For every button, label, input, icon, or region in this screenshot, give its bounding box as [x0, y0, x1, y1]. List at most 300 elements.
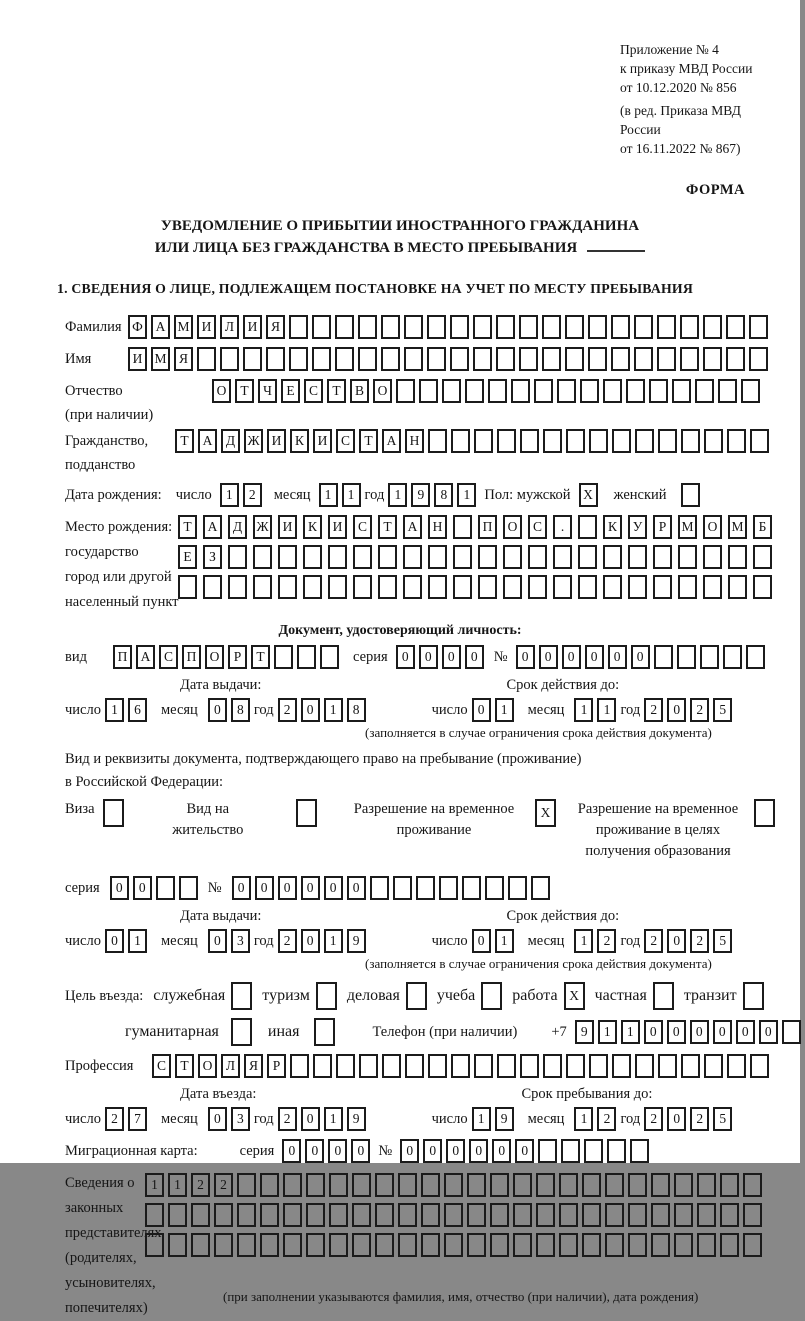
char-cell[interactable]: Р — [653, 515, 672, 539]
char-cell[interactable]: 1 — [574, 698, 593, 722]
char-cell[interactable]: Р — [228, 645, 247, 669]
char-cell[interactable]: Я — [244, 1054, 263, 1078]
char-cell[interactable] — [628, 1173, 647, 1197]
char-cell[interactable] — [428, 575, 447, 599]
char-cell[interactable] — [329, 1173, 348, 1197]
char-cell[interactable]: . — [553, 515, 572, 539]
char-cell[interactable] — [191, 1203, 210, 1227]
purpose-transit-checkbox[interactable] — [743, 982, 764, 1010]
char-cell[interactable] — [474, 1054, 493, 1078]
char-cell[interactable]: 2 — [644, 698, 663, 722]
char-cell[interactable] — [335, 347, 354, 371]
char-cell[interactable]: Ф — [128, 315, 147, 339]
char-cell[interactable] — [753, 545, 772, 569]
char-cell[interactable] — [534, 379, 553, 403]
char-cell[interactable] — [628, 545, 647, 569]
char-cell[interactable]: К — [303, 515, 322, 539]
char-cell[interactable] — [634, 315, 653, 339]
char-cell[interactable] — [156, 876, 175, 900]
char-cell[interactable] — [353, 575, 372, 599]
char-cell[interactable]: 9 — [347, 929, 366, 953]
char-cell[interactable] — [306, 1233, 325, 1257]
char-cell[interactable] — [496, 315, 515, 339]
char-cell[interactable]: 2 — [690, 698, 709, 722]
purpose-other-checkbox[interactable] — [314, 1018, 335, 1046]
char-cell[interactable]: 0 — [305, 1139, 324, 1163]
char-cell[interactable]: Ж — [253, 515, 272, 539]
char-cell[interactable] — [253, 575, 272, 599]
char-cell[interactable] — [488, 379, 507, 403]
char-cell[interactable] — [290, 1054, 309, 1078]
char-cell[interactable] — [453, 545, 472, 569]
char-cell[interactable]: 1 — [324, 1107, 343, 1131]
char-cell[interactable]: 1 — [621, 1020, 640, 1044]
char-cell[interactable] — [197, 347, 216, 371]
char-cell[interactable]: 6 — [128, 698, 147, 722]
char-cell[interactable] — [704, 1054, 723, 1078]
char-cell[interactable]: 0 — [446, 1139, 465, 1163]
char-cell[interactable] — [352, 1233, 371, 1257]
char-cell[interactable] — [228, 575, 247, 599]
char-cell[interactable]: 5 — [713, 1107, 732, 1131]
char-cell[interactable] — [657, 315, 676, 339]
char-cell[interactable] — [589, 1054, 608, 1078]
char-cell[interactable] — [727, 429, 746, 453]
char-cell[interactable]: А — [151, 315, 170, 339]
char-cell[interactable]: 1 — [574, 929, 593, 953]
char-cell[interactable] — [588, 347, 607, 371]
char-cell[interactable]: К — [603, 515, 622, 539]
char-cell[interactable] — [754, 799, 775, 827]
char-cell[interactable] — [634, 347, 653, 371]
char-cell[interactable] — [681, 483, 700, 507]
char-cell[interactable] — [578, 545, 597, 569]
char-cell[interactable] — [473, 315, 492, 339]
char-cell[interactable] — [528, 575, 547, 599]
char-cell[interactable]: 0 — [232, 876, 251, 900]
char-cell[interactable] — [427, 347, 446, 371]
char-cell[interactable] — [582, 1203, 601, 1227]
char-cell[interactable] — [520, 1054, 539, 1078]
char-cell[interactable]: О — [703, 515, 722, 539]
char-cell[interactable]: 1 — [105, 698, 124, 722]
char-cell[interactable] — [203, 575, 222, 599]
char-cell[interactable]: И — [128, 347, 147, 371]
char-cell[interactable] — [720, 1203, 739, 1227]
char-cell[interactable] — [653, 982, 674, 1010]
char-cell[interactable]: В — [350, 379, 369, 403]
char-cell[interactable] — [428, 429, 447, 453]
char-cell[interactable] — [490, 1233, 509, 1257]
char-cell[interactable]: Ж — [244, 429, 263, 453]
char-cell[interactable]: 0 — [423, 1139, 442, 1163]
char-cell[interactable] — [398, 1233, 417, 1257]
char-cell[interactable] — [237, 1173, 256, 1197]
char-cell[interactable] — [565, 315, 584, 339]
char-cell[interactable]: 0 — [585, 645, 604, 669]
char-cell[interactable]: А — [198, 429, 217, 453]
purpose-tourism-checkbox[interactable] — [316, 982, 337, 1010]
char-cell[interactable] — [703, 575, 722, 599]
char-cell[interactable] — [396, 379, 415, 403]
char-cell[interactable] — [542, 315, 561, 339]
char-cell[interactable]: 8 — [347, 698, 366, 722]
char-cell[interactable] — [519, 315, 538, 339]
char-cell[interactable] — [508, 876, 527, 900]
char-cell[interactable]: 0 — [465, 645, 484, 669]
char-cell[interactable]: Т — [359, 429, 378, 453]
char-cell[interactable]: Е — [281, 379, 300, 403]
char-cell[interactable] — [681, 429, 700, 453]
char-cell[interactable]: 0 — [396, 645, 415, 669]
char-cell[interactable] — [382, 1054, 401, 1078]
char-cell[interactable] — [513, 1173, 532, 1197]
char-cell[interactable] — [553, 545, 572, 569]
char-cell[interactable] — [582, 1233, 601, 1257]
temp-permit-edu-checkbox[interactable] — [754, 799, 775, 827]
char-cell[interactable]: 2 — [644, 929, 663, 953]
char-cell[interactable] — [228, 545, 247, 569]
char-cell[interactable]: Н — [428, 515, 447, 539]
char-cell[interactable] — [718, 379, 737, 403]
char-cell[interactable]: А — [136, 645, 155, 669]
char-cell[interactable]: 1 — [495, 929, 514, 953]
char-cell[interactable] — [653, 575, 672, 599]
char-cell[interactable] — [428, 1054, 447, 1078]
char-cell[interactable] — [296, 799, 317, 827]
char-cell[interactable]: Т — [235, 379, 254, 403]
char-cell[interactable]: 7 — [128, 1107, 147, 1131]
sex-male-checkbox[interactable] — [579, 483, 602, 507]
char-cell[interactable] — [303, 545, 322, 569]
char-cell[interactable] — [750, 1054, 769, 1078]
char-cell[interactable]: Т — [175, 429, 194, 453]
char-cell[interactable]: 0 — [105, 929, 124, 953]
char-cell[interactable]: 1 — [324, 698, 343, 722]
char-cell[interactable]: К — [290, 429, 309, 453]
char-cell[interactable] — [328, 575, 347, 599]
char-cell[interactable] — [473, 347, 492, 371]
char-cell[interactable]: С — [152, 1054, 171, 1078]
char-cell[interactable] — [289, 315, 308, 339]
char-cell[interactable] — [542, 347, 561, 371]
char-cell[interactable] — [680, 315, 699, 339]
char-cell[interactable] — [214, 1233, 233, 1257]
char-cell[interactable]: 9 — [411, 483, 430, 507]
char-cell[interactable] — [503, 545, 522, 569]
char-cell[interactable] — [179, 876, 198, 900]
char-cell[interactable]: 2 — [105, 1107, 124, 1131]
char-cell[interactable]: Е — [178, 545, 197, 569]
char-cell[interactable] — [306, 1173, 325, 1197]
char-cell[interactable] — [289, 347, 308, 371]
char-cell[interactable]: 0 — [492, 1139, 511, 1163]
char-cell[interactable] — [352, 1203, 371, 1227]
char-cell[interactable] — [603, 575, 622, 599]
char-cell[interactable] — [603, 545, 622, 569]
residence-permit-checkbox[interactable] — [296, 799, 317, 827]
char-cell[interactable]: 0 — [347, 876, 366, 900]
char-cell[interactable] — [490, 1173, 509, 1197]
char-cell[interactable] — [328, 545, 347, 569]
char-cell[interactable]: 2 — [214, 1173, 233, 1197]
char-cell[interactable]: 0 — [515, 1139, 534, 1163]
char-cell[interactable] — [697, 1203, 716, 1227]
char-cell[interactable] — [381, 347, 400, 371]
char-cell[interactable]: 0 — [208, 698, 227, 722]
char-cell[interactable] — [329, 1233, 348, 1257]
char-cell[interactable] — [465, 379, 484, 403]
char-cell[interactable]: 1 — [168, 1173, 187, 1197]
char-cell[interactable] — [335, 315, 354, 339]
char-cell[interactable] — [467, 1173, 486, 1197]
char-cell[interactable] — [453, 515, 472, 539]
char-cell[interactable] — [503, 575, 522, 599]
char-cell[interactable] — [283, 1203, 302, 1227]
char-cell[interactable]: 0 — [608, 645, 627, 669]
purpose-study-checkbox[interactable] — [481, 982, 502, 1010]
sex-female-checkbox[interactable] — [681, 483, 704, 507]
purpose-private-checkbox[interactable] — [653, 982, 674, 1010]
char-cell[interactable]: 0 — [419, 645, 438, 669]
char-cell[interactable]: 0 — [400, 1139, 419, 1163]
char-cell[interactable] — [416, 876, 435, 900]
char-cell[interactable] — [566, 429, 585, 453]
char-cell[interactable] — [260, 1203, 279, 1227]
char-cell[interactable] — [628, 1203, 647, 1227]
char-cell[interactable]: Н — [405, 429, 424, 453]
char-cell[interactable]: 0 — [472, 929, 491, 953]
char-cell[interactable]: Р — [267, 1054, 286, 1078]
char-cell[interactable] — [557, 379, 576, 403]
char-cell[interactable] — [649, 379, 668, 403]
char-cell[interactable] — [313, 1054, 332, 1078]
char-cell[interactable]: X — [535, 799, 556, 827]
char-cell[interactable] — [481, 982, 502, 1010]
char-cell[interactable] — [536, 1233, 555, 1257]
char-cell[interactable] — [398, 1203, 417, 1227]
char-cell[interactable] — [723, 645, 742, 669]
char-cell[interactable] — [352, 1173, 371, 1197]
char-cell[interactable] — [697, 1233, 716, 1257]
char-cell[interactable]: О — [503, 515, 522, 539]
char-cell[interactable] — [626, 379, 645, 403]
char-cell[interactable]: 1 — [319, 483, 338, 507]
char-cell[interactable] — [303, 575, 322, 599]
char-cell[interactable] — [559, 1233, 578, 1257]
char-cell[interactable]: 8 — [434, 483, 453, 507]
char-cell[interactable]: 0 — [631, 645, 650, 669]
char-cell[interactable]: П — [113, 645, 132, 669]
char-cell[interactable] — [497, 429, 516, 453]
char-cell[interactable] — [320, 645, 339, 669]
char-cell[interactable]: X — [579, 483, 598, 507]
char-cell[interactable] — [695, 379, 714, 403]
char-cell[interactable]: 0 — [208, 1107, 227, 1131]
char-cell[interactable] — [538, 1139, 557, 1163]
char-cell[interactable]: И — [197, 315, 216, 339]
char-cell[interactable] — [168, 1233, 187, 1257]
char-cell[interactable]: 9 — [347, 1107, 366, 1131]
char-cell[interactable]: 2 — [243, 483, 262, 507]
char-cell[interactable]: X — [564, 982, 585, 1010]
char-cell[interactable]: З — [203, 545, 222, 569]
char-cell[interactable]: 0 — [301, 929, 320, 953]
char-cell[interactable] — [727, 1054, 746, 1078]
char-cell[interactable] — [478, 575, 497, 599]
char-cell[interactable]: 3 — [231, 1107, 250, 1131]
char-cell[interactable] — [741, 379, 760, 403]
char-cell[interactable] — [749, 347, 768, 371]
char-cell[interactable] — [536, 1173, 555, 1197]
char-cell[interactable]: 0 — [351, 1139, 370, 1163]
char-cell[interactable] — [743, 1203, 762, 1227]
char-cell[interactable] — [312, 347, 331, 371]
char-cell[interactable] — [605, 1173, 624, 1197]
char-cell[interactable] — [528, 545, 547, 569]
char-cell[interactable] — [782, 1020, 801, 1044]
char-cell[interactable] — [611, 347, 630, 371]
char-cell[interactable] — [628, 1233, 647, 1257]
char-cell[interactable] — [485, 876, 504, 900]
char-cell[interactable]: 1 — [574, 1107, 593, 1131]
char-cell[interactable]: 0 — [759, 1020, 778, 1044]
char-cell[interactable] — [404, 347, 423, 371]
char-cell[interactable] — [520, 429, 539, 453]
char-cell[interactable]: Т — [251, 645, 270, 669]
char-cell[interactable] — [403, 575, 422, 599]
char-cell[interactable] — [651, 1233, 670, 1257]
char-cell[interactable]: 0 — [516, 645, 535, 669]
char-cell[interactable] — [474, 429, 493, 453]
char-cell[interactable] — [451, 429, 470, 453]
char-cell[interactable] — [635, 1054, 654, 1078]
char-cell[interactable]: 5 — [713, 698, 732, 722]
char-cell[interactable] — [168, 1203, 187, 1227]
char-cell[interactable] — [566, 1054, 585, 1078]
char-cell[interactable] — [467, 1203, 486, 1227]
char-cell[interactable] — [442, 379, 461, 403]
char-cell[interactable] — [370, 876, 389, 900]
char-cell[interactable] — [605, 1203, 624, 1227]
char-cell[interactable]: М — [151, 347, 170, 371]
char-cell[interactable] — [427, 315, 446, 339]
char-cell[interactable] — [145, 1203, 164, 1227]
char-cell[interactable] — [496, 347, 515, 371]
char-cell[interactable] — [703, 545, 722, 569]
char-cell[interactable] — [697, 1173, 716, 1197]
char-cell[interactable] — [674, 1233, 693, 1257]
char-cell[interactable]: Т — [178, 515, 197, 539]
char-cell[interactable]: С — [304, 379, 323, 403]
char-cell[interactable]: 0 — [282, 1139, 301, 1163]
char-cell[interactable] — [220, 347, 239, 371]
char-cell[interactable] — [467, 1233, 486, 1257]
char-cell[interactable] — [237, 1203, 256, 1227]
purpose-humanitarian-checkbox[interactable] — [231, 1018, 252, 1046]
char-cell[interactable]: 0 — [110, 876, 129, 900]
char-cell[interactable] — [353, 545, 372, 569]
char-cell[interactable] — [450, 315, 469, 339]
char-cell[interactable]: 0 — [278, 876, 297, 900]
char-cell[interactable] — [743, 1233, 762, 1257]
purpose-official-checkbox[interactable] — [231, 982, 252, 1010]
char-cell[interactable] — [746, 645, 765, 669]
char-cell[interactable]: И — [243, 315, 262, 339]
char-cell[interactable]: М — [174, 315, 193, 339]
char-cell[interactable] — [674, 1173, 693, 1197]
char-cell[interactable] — [603, 379, 622, 403]
char-cell[interactable] — [658, 429, 677, 453]
char-cell[interactable] — [630, 1139, 649, 1163]
char-cell[interactable] — [743, 982, 764, 1010]
char-cell[interactable] — [678, 545, 697, 569]
char-cell[interactable] — [703, 347, 722, 371]
char-cell[interactable] — [628, 575, 647, 599]
char-cell[interactable] — [306, 1203, 325, 1227]
char-cell[interactable] — [657, 347, 676, 371]
char-cell[interactable] — [378, 575, 397, 599]
char-cell[interactable] — [444, 1203, 463, 1227]
char-cell[interactable]: 2 — [278, 1107, 297, 1131]
char-cell[interactable] — [450, 347, 469, 371]
char-cell[interactable] — [378, 545, 397, 569]
char-cell[interactable]: И — [328, 515, 347, 539]
char-cell[interactable] — [513, 1203, 532, 1227]
char-cell[interactable] — [453, 575, 472, 599]
char-cell[interactable]: 2 — [690, 929, 709, 953]
char-cell[interactable]: 9 — [575, 1020, 594, 1044]
char-cell[interactable]: И — [267, 429, 286, 453]
char-cell[interactable]: 1 — [220, 483, 239, 507]
char-cell[interactable]: 1 — [128, 929, 147, 953]
char-cell[interactable] — [672, 379, 691, 403]
char-cell[interactable] — [704, 429, 723, 453]
char-cell[interactable]: П — [182, 645, 201, 669]
char-cell[interactable]: 2 — [597, 929, 616, 953]
char-cell[interactable] — [406, 982, 427, 1010]
char-cell[interactable]: Т — [175, 1054, 194, 1078]
char-cell[interactable]: 1 — [457, 483, 476, 507]
char-cell[interactable]: 1 — [597, 698, 616, 722]
char-cell[interactable]: О — [198, 1054, 217, 1078]
char-cell[interactable]: Я — [266, 315, 285, 339]
char-cell[interactable] — [588, 315, 607, 339]
char-cell[interactable] — [612, 429, 631, 453]
char-cell[interactable]: 0 — [255, 876, 274, 900]
purpose-business-checkbox[interactable] — [406, 982, 427, 1010]
char-cell[interactable] — [336, 1054, 355, 1078]
temp-permit-checkbox[interactable] — [535, 799, 556, 827]
char-cell[interactable]: 0 — [667, 1020, 686, 1044]
char-cell[interactable] — [749, 315, 768, 339]
char-cell[interactable] — [419, 379, 438, 403]
char-cell[interactable]: О — [205, 645, 224, 669]
char-cell[interactable]: 0 — [328, 1139, 347, 1163]
char-cell[interactable] — [178, 575, 197, 599]
char-cell[interactable]: 0 — [301, 1107, 320, 1131]
phone-cells[interactable] — [575, 1020, 805, 1044]
char-cell[interactable] — [519, 347, 538, 371]
char-cell[interactable]: У — [628, 515, 647, 539]
char-cell[interactable] — [297, 645, 316, 669]
char-cell[interactable] — [728, 545, 747, 569]
char-cell[interactable] — [589, 429, 608, 453]
char-cell[interactable] — [253, 545, 272, 569]
char-cell[interactable]: С — [336, 429, 355, 453]
purpose-work-checkbox[interactable] — [564, 982, 585, 1010]
char-cell[interactable] — [478, 545, 497, 569]
